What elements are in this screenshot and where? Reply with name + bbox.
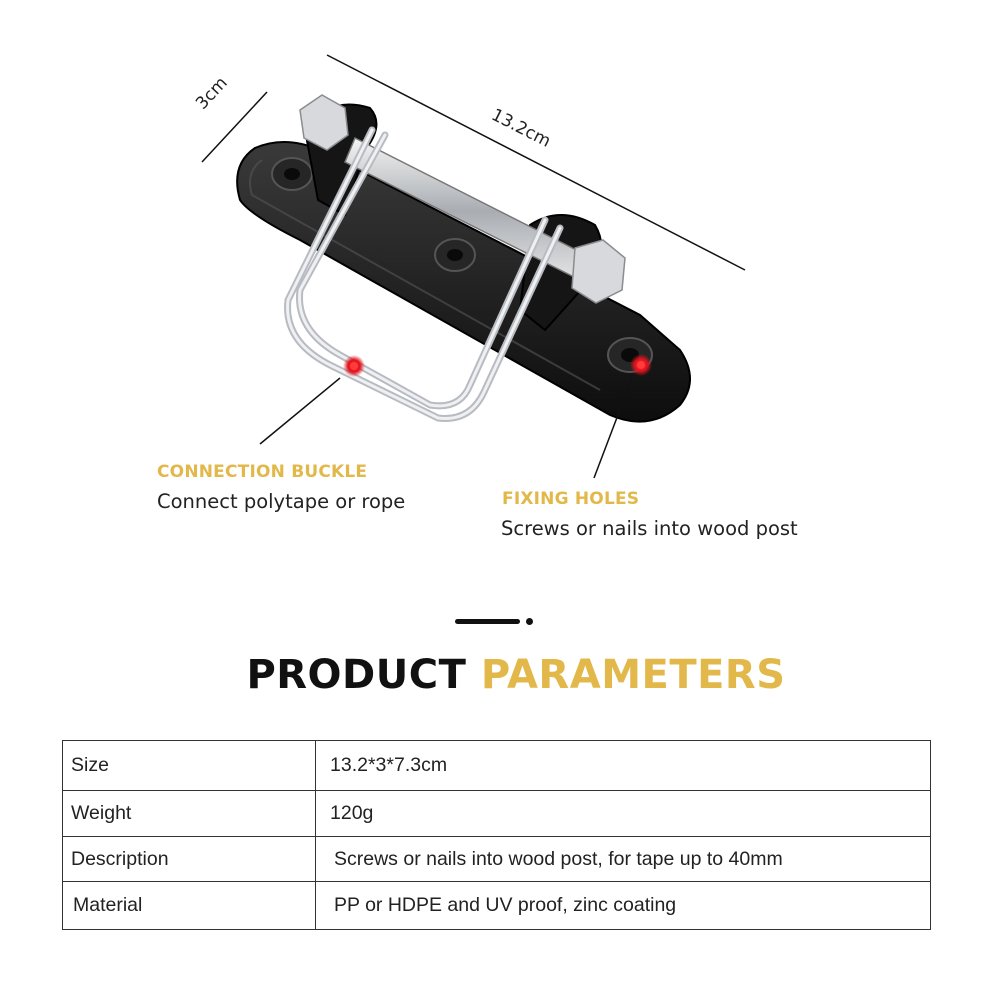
section-title-dark: PRODUCT: [246, 652, 467, 698]
table-row: [63, 741, 931, 791]
param-value: Screws or nails into wood post, for tape up to 40mm: [316, 837, 931, 882]
param-value: 13.2*3*7.3cm: [316, 741, 931, 791]
param-label: Size: [63, 741, 316, 791]
section-title-accent: PARAMETERS: [480, 652, 786, 698]
param-label: Description: [63, 837, 316, 882]
width-dimension-label: 3cm: [192, 73, 232, 114]
buckle-callout-description: Connect polytape or rope: [157, 490, 406, 513]
section-title: [0, 652, 1000, 698]
param-value: PP or HDPE and UV proof, zinc coating: [316, 882, 931, 930]
table-row: [63, 837, 931, 882]
section-divider-bar: [455, 619, 520, 624]
parameters-table: [62, 740, 931, 930]
holes-callout-description: Screws or nails into wood post: [501, 517, 798, 540]
param-value: 120g: [316, 791, 931, 837]
holes-callout-title: FIXING HOLES: [502, 489, 640, 509]
table-row: [63, 882, 931, 930]
length-dimension-label: 13.2cm: [487, 105, 554, 152]
buckle-leader-line: [260, 378, 340, 444]
section-divider-dot: [526, 618, 533, 625]
param-label: Material: [63, 882, 316, 930]
buckle-callout-title: CONNECTION BUCKLE: [157, 462, 368, 482]
param-label: Weight: [63, 791, 316, 837]
table-row: [63, 791, 931, 837]
